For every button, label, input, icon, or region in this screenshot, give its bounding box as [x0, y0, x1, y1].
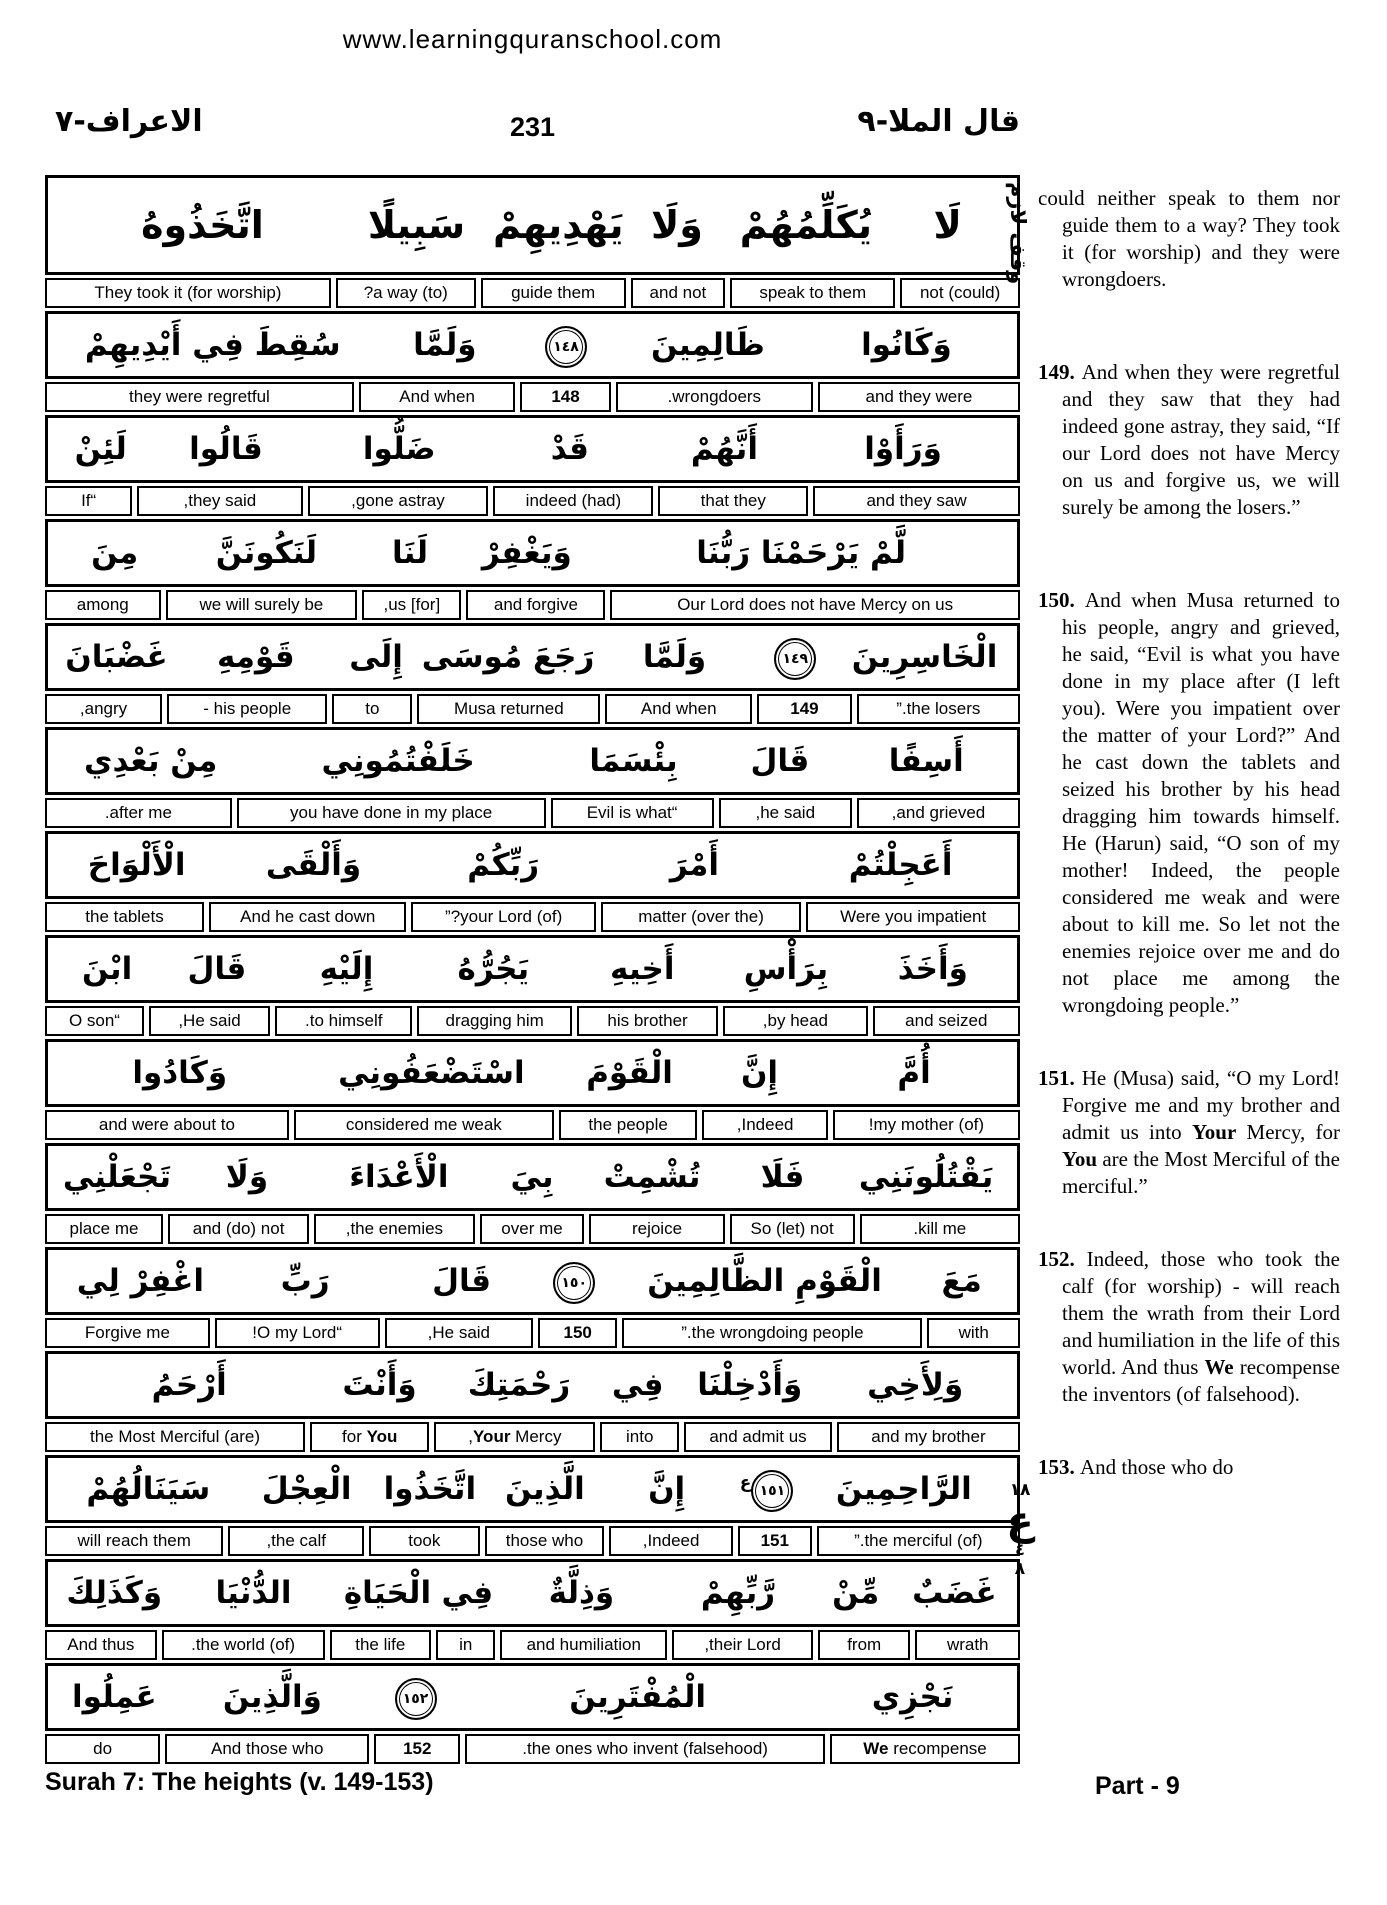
- translation-row: [45, 1630, 1020, 1660]
- arabic-word: مِنَ: [91, 535, 139, 571]
- translation-cell: and grieved,: [857, 798, 1020, 828]
- arabic-word: تَجْعَلْنِي: [62, 1159, 172, 1195]
- translation-cell: wrongdoers.: [616, 382, 813, 412]
- arabic-word: وَأَلْقَى: [265, 847, 362, 883]
- word-band: [45, 1559, 1020, 1660]
- translation-row: [45, 1110, 1020, 1140]
- translation-cell: into: [600, 1422, 679, 1452]
- arabic-word: وَرَأَوْا: [864, 431, 942, 467]
- translation-cell: (to) a way?: [336, 278, 476, 308]
- arabic-word: أَرْحَمُ: [151, 1367, 227, 1403]
- arabic-word: لَنَا: [392, 535, 428, 571]
- verse-number: 151.: [1038, 1066, 1082, 1090]
- translation-cell: “O my Lord!: [215, 1318, 380, 1348]
- arabic-word: قَوْمِهِ: [217, 639, 295, 675]
- translation-cell: (over the) matter: [601, 902, 802, 932]
- translation-row: [45, 590, 1020, 620]
- arabic-word: مِّنْ: [832, 1575, 880, 1611]
- arabic-word: فِي: [611, 1367, 664, 1403]
- arabic-word: ضَلُّوا: [362, 431, 436, 467]
- arabic-word: قَالَ: [432, 1263, 491, 1299]
- translation-cell: and they were: [818, 382, 1020, 412]
- arabic-word: أَعَجِلْتُمْ: [848, 847, 953, 883]
- arabic-verse-row: [45, 935, 1020, 1003]
- surah-name-arabic-header: الاعراف-٧: [55, 104, 203, 139]
- translation-cell: [for] us,: [362, 590, 461, 620]
- translation-cell: to: [332, 694, 412, 724]
- translation-cell: and admit us: [684, 1422, 832, 1452]
- ruku-marker: [996, 1482, 1044, 1578]
- translation-cell: those who: [485, 1526, 605, 1556]
- verse-number: 152.: [1038, 1247, 1087, 1271]
- translation-cell: (of) your Lord?”: [411, 902, 595, 932]
- word-band: [45, 935, 1020, 1036]
- translation-cell: (of) the world.: [162, 1630, 325, 1660]
- translation-cell: He said,: [385, 1318, 534, 1348]
- word-band: [45, 519, 1020, 620]
- translation-cell: Indeed,: [702, 1110, 827, 1140]
- translation-cell: place me: [45, 1214, 163, 1244]
- arabic-word: الْعِجْلَ: [261, 1471, 352, 1507]
- verse-number-cell: 148: [520, 382, 610, 412]
- translation-cell: with: [927, 1318, 1020, 1348]
- arabic-word: بِيَ: [510, 1159, 554, 1195]
- translation-cell: over me: [480, 1214, 585, 1244]
- translation-cell: “O son: [45, 1006, 144, 1036]
- translation-cell: from: [818, 1630, 910, 1660]
- arabic-word: تُشْمِتْ: [603, 1159, 701, 1195]
- translation-cell: “If: [45, 486, 132, 516]
- translation-cell: the losers.”: [857, 694, 1020, 724]
- verse-end-medallion: [536, 1250, 613, 1312]
- page-number: 231: [509, 112, 556, 142]
- arabic-word: لَئِنْ: [74, 431, 127, 467]
- arabic-word: وَلَمَّا: [642, 639, 707, 675]
- arabic-word: رَبِّ: [280, 1263, 330, 1299]
- translation-cell: And thus: [45, 1630, 157, 1660]
- verse-number: 153.: [1038, 1455, 1080, 1479]
- translation-cell: Our Lord does not have Mercy on us: [610, 590, 1020, 620]
- arabic-word: قَالَ: [750, 743, 810, 779]
- translation-cell: and seized: [873, 1006, 1020, 1036]
- arabic-word: اتَّخَذُوا: [383, 1471, 477, 1507]
- arabic-word: اغْفِرْ لِي: [76, 1263, 204, 1299]
- verse-number: 149.: [1038, 360, 1082, 384]
- arabic-word: وَلَا: [225, 1159, 269, 1195]
- translation-cell: and humiliation: [500, 1630, 667, 1660]
- word-band: [45, 1663, 1020, 1764]
- arabic-word: وَكَذَلِكَ: [66, 1575, 163, 1611]
- arabic-word: الْأَلْوَاحَ: [87, 847, 186, 883]
- arabic-word: وَلِأَخِي: [867, 1367, 964, 1403]
- arabic-verse-row: [45, 1247, 1020, 1315]
- translation-cell: the calf,: [228, 1526, 364, 1556]
- arabic-word: وَكَانُوا: [861, 327, 952, 363]
- arabic-word: إِلَى: [349, 639, 403, 675]
- translation-cell: considered me weak: [294, 1110, 554, 1140]
- arabic-word: قَدْ: [550, 431, 589, 467]
- sidebar-paragraph: 152. Indeed, those who took the calf (for worship) - will reach them the wrath from their Lord and humiliation in the life of this world. And thus We recompense the inventors (of falsehood).: [1038, 1247, 1340, 1406]
- verse-end-medallion: [729, 1458, 801, 1520]
- translation-cell: their Lord,: [672, 1630, 813, 1660]
- ruku-ayn-icon: ع: [739, 1472, 752, 1493]
- arabic-verse-row: [45, 1351, 1020, 1419]
- arabic-verse-row: [45, 1455, 1020, 1523]
- word-band: [45, 831, 1020, 932]
- verse-number-medallion-icon: ١٥٢: [395, 1678, 437, 1720]
- translation-cell: among: [45, 590, 161, 620]
- translation-cell: (of) my mother!: [833, 1110, 1020, 1140]
- translation-cell: the people: [559, 1110, 698, 1140]
- translation-cell: the tablets: [45, 902, 204, 932]
- sidebar-paragraph: 149. And when they were regretful and they saw that they had indeed gone astray, they said, “If our Lord does not have Mercy on us and forgive us, we will surely be among the losers.”: [1038, 360, 1340, 519]
- arabic-verse-row: [45, 519, 1020, 587]
- arabic-word: عَمِلُوا: [72, 1679, 157, 1715]
- word-band: [45, 1455, 1020, 1556]
- sidebar-paragraph: 153. And those who do: [1038, 1455, 1234, 1479]
- translation-row: [45, 1006, 1020, 1036]
- word-band: [45, 727, 1020, 828]
- arabic-word: غَضْبَانَ: [65, 639, 168, 675]
- translation-cell: that they: [658, 486, 808, 516]
- translation-sidebar: [1038, 185, 1340, 1527]
- arabic-word: رَحْمَتِكَ: [467, 1367, 571, 1403]
- arabic-word: مَعَ: [941, 1263, 982, 1299]
- arabic-word: وَكَادُوا: [132, 1055, 228, 1091]
- translation-cell: his brother: [577, 1006, 718, 1036]
- translation-row: [45, 902, 1020, 932]
- ayn-icon: ع: [1006, 1498, 1034, 1544]
- arabic-word: الْقَوْمِ الظَّالِمِينَ: [647, 1263, 882, 1299]
- translation-cell: (could) not: [900, 278, 1020, 308]
- arabic-verse-row: [45, 175, 1020, 275]
- translation-cell: wrath: [915, 1630, 1020, 1660]
- waqf-lazim-margin-note: وقف لازم: [1006, 182, 1030, 285]
- arabic-word: أَسِفًا: [888, 743, 964, 779]
- verse-number-medallion-icon: ١٥٠: [553, 1262, 595, 1304]
- arabic-verse-row: [45, 311, 1020, 379]
- translation-cell: the life: [330, 1630, 432, 1660]
- translation-cell: “Evil is what: [551, 798, 714, 828]
- translation-cell: he said,: [719, 798, 852, 828]
- arabic-word: لَّمْ يَرْحَمْنَا رَبُّنَا: [696, 535, 906, 571]
- arabic-word: إِلَيْهِ: [319, 951, 374, 987]
- arabic-verse-row: [45, 1143, 1020, 1211]
- arabic-word: الْحَيَاةِ: [343, 1575, 432, 1611]
- arabic-word: لَا: [933, 203, 962, 247]
- arabic-verse-row: [45, 727, 1020, 795]
- translation-cell: kill me.: [860, 1214, 1020, 1244]
- word-band: [45, 1351, 1020, 1452]
- translation-row: [45, 694, 1020, 724]
- arabic-word: وَيَغْفِرْ: [481, 535, 572, 571]
- translation-cell: (had) indeed: [493, 486, 653, 516]
- translation-cell: and they saw: [813, 486, 1020, 516]
- arabic-word: سَيَنَالُهُمْ: [86, 1471, 211, 1507]
- arabic-verse-row: [45, 1559, 1020, 1627]
- ruku-number-top: ١٨: [1009, 1480, 1031, 1500]
- translation-cell: He said,: [149, 1006, 270, 1036]
- arabic-word: رَبِّكُمْ: [467, 847, 540, 883]
- arabic-word: أُمَّ: [897, 1055, 931, 1091]
- arabic-word: وَلَا: [650, 203, 703, 247]
- arabic-word: الَّذِينَ: [505, 1471, 585, 1507]
- word-band: [45, 311, 1020, 412]
- translation-cell: they said,: [137, 486, 302, 516]
- translation-cell: (are) the Most Merciful: [45, 1422, 305, 1452]
- verse-end-medallion: [522, 314, 610, 376]
- arabic-word: يَهْدِيهِمْ: [493, 203, 624, 247]
- translation-row: [45, 278, 1020, 308]
- arabic-word: فِي: [441, 1575, 494, 1611]
- arabic-word: إِنَّ: [740, 1055, 779, 1091]
- arabic-word: يَقْتُلُونَنِي: [858, 1159, 994, 1195]
- arabic-word: ابْنَ: [82, 951, 133, 987]
- arabic-word: فَلَا: [760, 1159, 805, 1195]
- translation-row: [45, 1214, 1020, 1244]
- arabic-word: الْمُفْتَرِينَ: [569, 1679, 707, 1715]
- translation-cell: to himself.: [275, 1006, 412, 1036]
- sidebar-paragraph: could neither speak to them nor guide them to a way? They took it (for worship) and they were wrongdoers.: [1038, 186, 1340, 291]
- translation-cell: after me.: [45, 798, 232, 828]
- translation-row: [45, 1422, 1020, 1452]
- translation-cell: angry,: [45, 694, 162, 724]
- verse-number-cell: 151: [738, 1526, 812, 1556]
- translation-cell: guide them: [481, 278, 626, 308]
- translation-cell: in: [436, 1630, 495, 1660]
- translation-cell: rejoice: [589, 1214, 724, 1244]
- word-band: [45, 175, 1020, 308]
- arabic-word: الرَّاحِمِينَ: [835, 1471, 972, 1507]
- translation-cell: Musa returned: [417, 694, 600, 724]
- verse-number-medallion-icon: ١٥١: [751, 1470, 793, 1512]
- sidebar-paragraph: 150. And when Musa returned to his people, angry and grieved, he said, “Evil is what you have done in my place after (I left you). Were you impatient over the matter of your Lord?” And he cast down the tablets and seized his brother by his head dragging him towards himself. He (Harun) said, “O son of my mother! Indeed, the people considered me weak and were about to kill me. So let not the enemies rejoice over me and do not place me among the wrongdoing people.”: [1038, 588, 1340, 1017]
- translation-cell: And he cast down: [209, 902, 406, 932]
- arabic-word: اسْتَضْعَفُونِي: [338, 1055, 525, 1091]
- word-band: [45, 1039, 1020, 1140]
- translation-cell: took: [369, 1526, 480, 1556]
- verse-number-cell: 150: [538, 1318, 617, 1348]
- translation-cell: and my brother: [837, 1422, 1020, 1452]
- arabic-word: خَلَفْتُمُونِي: [321, 743, 475, 779]
- translation-cell: gone astray,: [308, 486, 489, 516]
- arabic-word: بِرَأْسِ: [743, 951, 829, 987]
- arabic-word: لَنَكُونَنَّ: [215, 535, 318, 571]
- arabic-word: سَبِيلًا: [367, 203, 466, 247]
- arabic-word: وَلَمَّا: [413, 327, 477, 363]
- arabic-word: قَالُوا: [189, 431, 263, 467]
- translation-cell: you have done in my place: [237, 798, 546, 828]
- translation-cell: So (let) not: [730, 1214, 855, 1244]
- arabic-word: أَنَّهُمْ: [690, 431, 758, 467]
- arabic-word: الْأَعْدَاءَ: [349, 1159, 449, 1195]
- footer-surah-title: Surah 7: The heights (v. 149-153): [45, 1768, 434, 1796]
- verse-number: 150.: [1038, 588, 1085, 612]
- translation-cell: we will surely be: [166, 590, 358, 620]
- translation-cell: will reach them: [45, 1526, 223, 1556]
- arabic-word: وَذِلَّةٌ: [548, 1575, 615, 1611]
- arabic-word: رَجَعَ مُوسَى: [421, 639, 595, 675]
- translation-cell: dragging him: [417, 1006, 571, 1036]
- footer-part-number: Part - 9: [1095, 1772, 1180, 1800]
- arabic-word: نَجْزِي: [871, 1679, 954, 1715]
- juz-name-arabic-header: قال الملا-٩: [857, 104, 1020, 139]
- ruku-number-middle: ٤: [1015, 1540, 1025, 1559]
- arabic-word: قَالَ: [187, 951, 247, 987]
- translation-row: [45, 1318, 1020, 1348]
- arabic-word: يُكَلِّمُهُمْ: [739, 203, 872, 247]
- arabic-word: وَأَخَذَ: [897, 951, 968, 987]
- arabic-word: سُقِطَ فِي أَيْدِيهِمْ: [84, 327, 341, 363]
- translation-cell: (of) the merciful.”: [817, 1526, 1020, 1556]
- translation-cell: Your Mercy,: [434, 1422, 595, 1452]
- translation-cell: by head,: [723, 1006, 867, 1036]
- translation-cell: We recompense: [830, 1734, 1020, 1764]
- arabic-word: إِنَّ: [648, 1471, 686, 1507]
- arabic-word: الْخَاسِرِينَ: [851, 639, 998, 675]
- word-band: [45, 415, 1020, 516]
- verse-end-medallion: [748, 626, 842, 688]
- verse-number-cell: 149: [757, 694, 851, 724]
- arabic-word: وَأَنْتَ: [342, 1367, 417, 1403]
- arabic-word: رَّبِّهِمْ: [700, 1575, 776, 1611]
- verse-number-medallion-icon: ١٤٩: [774, 638, 816, 680]
- translation-cell: Were you impatient: [806, 902, 1020, 932]
- translation-row: [45, 486, 1020, 516]
- arabic-word: أَمْرَ: [669, 847, 719, 883]
- translation-row: [45, 382, 1020, 412]
- arabic-word: غَضَبٌ: [912, 1575, 997, 1611]
- verse-number-medallion-icon: ١٤٨: [545, 326, 587, 368]
- site-url: www.learningquranschool.com: [342, 24, 723, 54]
- arabic-verse-row: [45, 623, 1020, 691]
- translation-cell: the ones who invent (falsehood).: [465, 1734, 825, 1764]
- translation-row: [45, 798, 1020, 828]
- arabic-word: وَأَدْخِلْنَا: [697, 1367, 803, 1403]
- translation-cell: do: [45, 1734, 160, 1764]
- arabic-verse-row: [45, 1039, 1020, 1107]
- translation-cell: they were regretful: [45, 382, 354, 412]
- translation-cell: and (do) not: [168, 1214, 309, 1244]
- translation-cell: the wrongdoing people.”: [622, 1318, 922, 1348]
- arabic-word: اتَّخَذُوهُ: [141, 203, 264, 247]
- arabic-word: مِنْ بَعْدِي: [84, 743, 218, 779]
- translation-cell: They took it (for worship): [45, 278, 331, 308]
- arabic-word: ظَالِمِينَ: [650, 327, 765, 363]
- translation-cell: and forgive: [466, 590, 605, 620]
- quran-word-table: [45, 175, 1020, 1767]
- verse-end-medallion: [374, 1666, 457, 1728]
- arabic-word: الدُّنْيَا: [215, 1575, 292, 1611]
- arabic-word: أَخِيهِ: [610, 951, 675, 987]
- arabic-verse-row: [45, 415, 1020, 483]
- arabic-word: الْقَوْمَ: [586, 1055, 673, 1091]
- translation-cell: And when: [359, 382, 515, 412]
- translation-cell: the enemies,: [314, 1214, 474, 1244]
- arabic-word: بِئْسَمَا: [589, 743, 678, 779]
- translation-row: [45, 1526, 1020, 1556]
- arabic-word: وَالَّذِينَ: [222, 1679, 322, 1715]
- translation-cell: And those who: [165, 1734, 369, 1764]
- arabic-verse-row: [45, 1663, 1020, 1731]
- translation-cell: and not: [631, 278, 726, 308]
- translation-cell: and were about to: [45, 1110, 289, 1140]
- sidebar-paragraph: 151. He (Musa) said, “O my Lord! Forgive me and my brother and admit us into Your Mercy, for You are the Most Merciful of the merciful.”: [1038, 1066, 1340, 1198]
- translation-cell: speak to them: [730, 278, 895, 308]
- translation-cell: for You: [310, 1422, 429, 1452]
- translation-cell: And when: [605, 694, 752, 724]
- translation-cell: Indeed,: [609, 1526, 733, 1556]
- ruku-number-bottom: ٨: [1014, 1559, 1026, 1579]
- word-band: [45, 1143, 1020, 1244]
- word-band: [45, 1247, 1020, 1348]
- translation-cell: his people -: [167, 694, 327, 724]
- translation-row: [45, 1734, 1020, 1764]
- arabic-verse-row: [45, 831, 1020, 899]
- arabic-word: يَجُرُّهُ: [457, 951, 530, 987]
- word-band: [45, 623, 1020, 724]
- translation-cell: Forgive me: [45, 1318, 210, 1348]
- verse-number-cell: 152: [374, 1734, 460, 1764]
